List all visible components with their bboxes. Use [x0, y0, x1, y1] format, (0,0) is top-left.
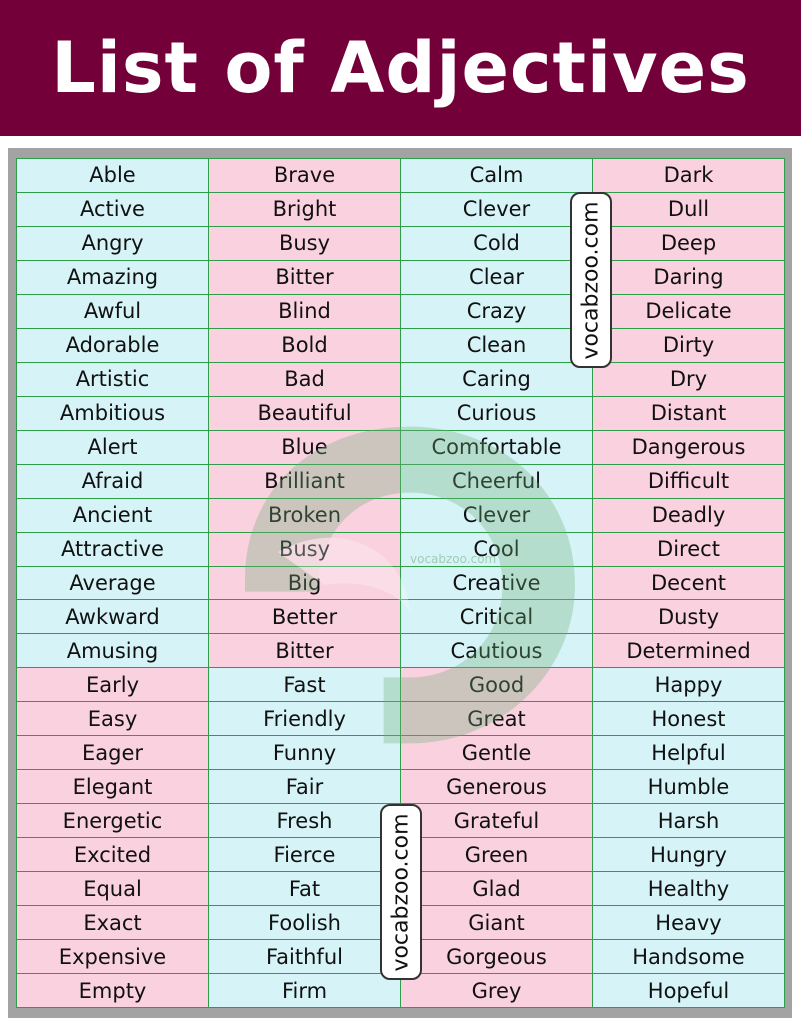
adjective-cell: Good	[401, 668, 592, 701]
adjective-cell: Caring	[401, 363, 592, 396]
adjective-cell: Bold	[209, 329, 400, 362]
adjective-cell: Angry	[17, 227, 208, 260]
adjective-cell: Harsh	[593, 804, 784, 837]
watermark-tag-text: vocabzoo.com	[578, 200, 604, 360]
watermark-tag-top	[570, 192, 612, 368]
adjective-cell: Expensive	[17, 940, 208, 973]
adjective-cell: Green	[401, 838, 592, 871]
adjective-cell: Busy	[209, 227, 400, 260]
adjective-cell: Clean	[401, 329, 592, 362]
adjective-cell: Hungry	[593, 838, 784, 871]
watermark-small-text: vocabzoo.com	[410, 552, 497, 566]
adjective-cell: Empty	[17, 974, 208, 1007]
adjective-cell: Grateful	[401, 804, 592, 837]
adjective-cell: Generous	[401, 770, 592, 803]
adjective-cell: Difficult	[593, 465, 784, 498]
adjective-cell: Elegant	[17, 770, 208, 803]
adjective-cell: Fast	[209, 668, 400, 701]
adjective-cell: Fair	[209, 770, 400, 803]
adjective-cell: Helpful	[593, 736, 784, 769]
adjective-cell: Cautious	[401, 634, 592, 667]
adjective-cell: Honest	[593, 702, 784, 735]
adjective-cell: Gorgeous	[401, 940, 592, 973]
adjective-cell: Creative	[401, 567, 592, 600]
adjective-cell: Fresh	[209, 804, 400, 837]
adjective-cell: Clear	[401, 261, 592, 294]
adjective-cell: Blind	[209, 295, 400, 328]
adjective-cell: Funny	[209, 736, 400, 769]
adjective-cell: Happy	[593, 668, 784, 701]
adjective-cell: Glad	[401, 872, 592, 905]
adjective-cell: Clever	[401, 499, 592, 532]
adjective-cell: Brave	[209, 159, 400, 192]
adjective-cell: Fat	[209, 872, 400, 905]
adjective-cell: Comfortable	[401, 431, 592, 464]
page-title: List of Adjectives	[51, 27, 750, 109]
adjective-cell: Cold	[401, 227, 592, 260]
adjective-cell: Giant	[401, 906, 592, 939]
title-banner	[0, 0, 801, 136]
adjective-cell: Afraid	[17, 465, 208, 498]
adjective-cell: Dark	[593, 159, 784, 192]
adjective-cell: Deadly	[593, 499, 784, 532]
adjective-cell: Busy	[209, 533, 400, 566]
adjective-cell: Bitter	[209, 634, 400, 667]
adjective-cell: Dull	[593, 193, 784, 226]
adjective-cell: Determined	[593, 634, 784, 667]
adjective-cell: Dangerous	[593, 431, 784, 464]
adjective-cell: Excited	[17, 838, 208, 871]
adjective-cell: Adorable	[17, 329, 208, 362]
adjective-cell: Cheerful	[401, 465, 592, 498]
adjective-cell: Great	[401, 702, 592, 735]
adjective-cell: Friendly	[209, 702, 400, 735]
adjective-cell: Ancient	[17, 499, 208, 532]
adjective-cell: Fierce	[209, 838, 400, 871]
adjective-cell: Artistic	[17, 363, 208, 396]
adjective-cell: Dry	[593, 363, 784, 396]
adjective-cell: Ambitious	[17, 397, 208, 430]
adjective-cell: Equal	[17, 872, 208, 905]
adjective-cell: Early	[17, 668, 208, 701]
adjective-cell: Clever	[401, 193, 592, 226]
adjective-cell: Beautiful	[209, 397, 400, 430]
adjective-cell: Gentle	[401, 736, 592, 769]
adjective-cell: Bitter	[209, 261, 400, 294]
adjective-cell: Brilliant	[209, 465, 400, 498]
adjective-cell: Calm	[401, 159, 592, 192]
adjective-cell: Healthy	[593, 872, 784, 905]
adjective-cell: Curious	[401, 397, 592, 430]
adjective-cell: Foolish	[209, 906, 400, 939]
adjective-cell: Critical	[401, 600, 592, 633]
adjective-cell: Handsome	[593, 940, 784, 973]
adjective-cell: Broken	[209, 499, 400, 532]
adjective-cell: Amusing	[17, 634, 208, 667]
adjective-cell: Easy	[17, 702, 208, 735]
adjective-cell: Grey	[401, 974, 592, 1007]
adjective-cell: Better	[209, 600, 400, 633]
adjective-cell: Amazing	[17, 261, 208, 294]
adjective-cell: Able	[17, 159, 208, 192]
adjective-cell: Firm	[209, 974, 400, 1007]
adjective-cell: Faithful	[209, 940, 400, 973]
adjective-cell: Attractive	[17, 533, 208, 566]
adjective-cell: Distant	[593, 397, 784, 430]
adjective-cell: Deep	[593, 227, 784, 260]
adjective-cell: Dusty	[593, 600, 784, 633]
adjective-cell: Direct	[593, 533, 784, 566]
adjective-cell: Average	[17, 567, 208, 600]
adjective-cell: Decent	[593, 567, 784, 600]
adjective-cell: Blue	[209, 431, 400, 464]
adjective-cell: Eager	[17, 736, 208, 769]
adjective-cell: Awful	[17, 295, 208, 328]
adjective-cell: Bright	[209, 193, 400, 226]
watermark-tag-text: vocabzoo.com	[388, 812, 414, 972]
adjective-cell: Crazy	[401, 295, 592, 328]
adjective-cell: Heavy	[593, 906, 784, 939]
adjective-cell: Active	[17, 193, 208, 226]
adjective-cell: Big	[209, 567, 400, 600]
adjective-cell: Alert	[17, 431, 208, 464]
adjective-cell: Hopeful	[593, 974, 784, 1007]
adjective-cell: Bad	[209, 363, 400, 396]
adjective-cell: Delicate	[593, 295, 784, 328]
adjective-cell: Awkward	[17, 600, 208, 633]
adjective-cell: Dirty	[593, 329, 784, 362]
adjective-cell: Exact	[17, 906, 208, 939]
watermark-tag-bottom	[380, 804, 422, 980]
adjective-cell: Humble	[593, 770, 784, 803]
adjective-cell: Cool	[401, 533, 592, 566]
adjective-cell: Daring	[593, 261, 784, 294]
adjective-cell: Energetic	[17, 804, 208, 837]
